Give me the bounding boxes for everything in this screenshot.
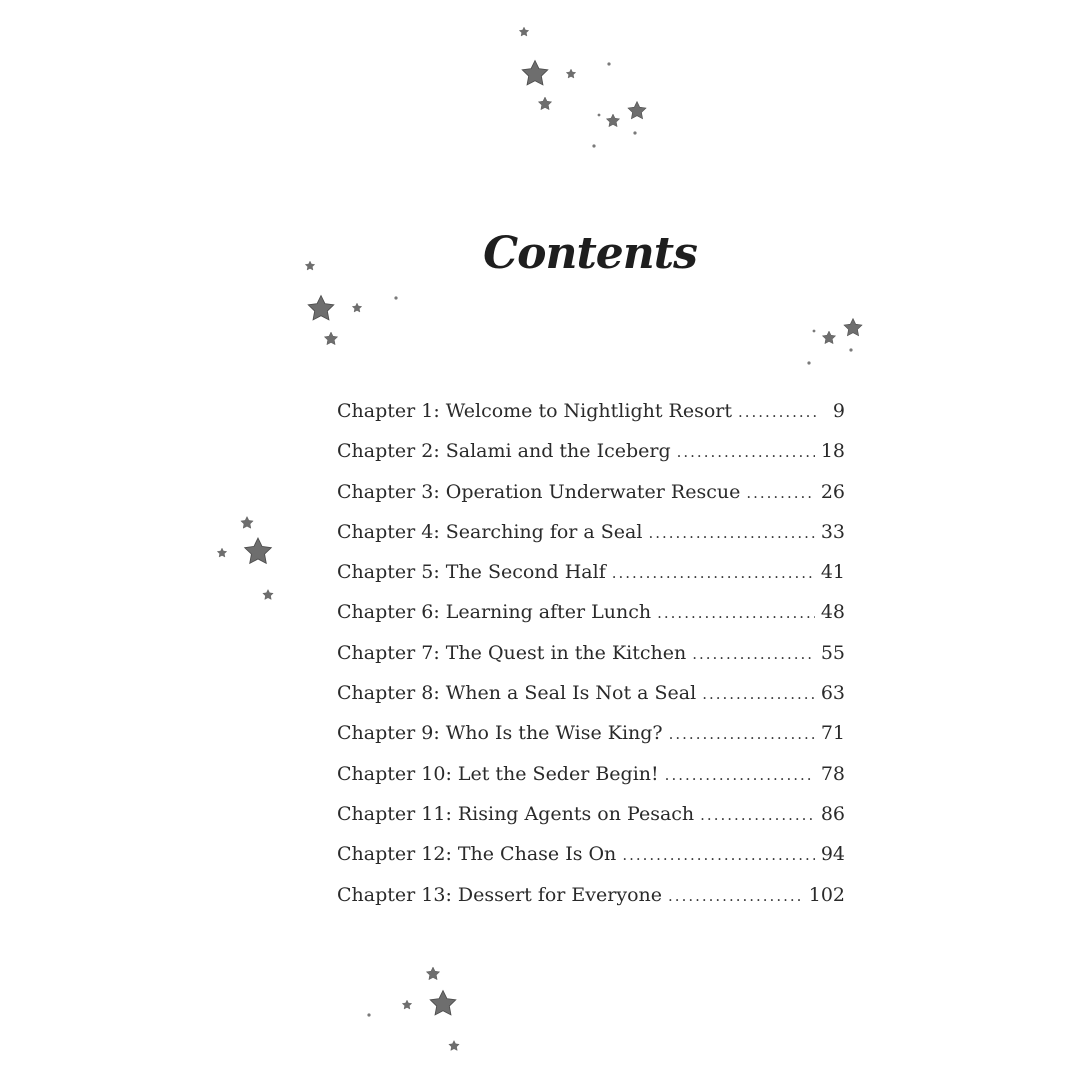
toc-entry bbox=[337, 400, 845, 440]
page-number: 94 bbox=[820, 843, 845, 866]
chapter-label: Chapter 12: bbox=[337, 843, 452, 866]
star-icon bbox=[352, 303, 362, 312]
dot-leader bbox=[668, 887, 803, 905]
page-title: Contents bbox=[483, 228, 697, 279]
star-dot bbox=[394, 296, 397, 299]
star-dot bbox=[849, 348, 852, 351]
chapter-title: The Second Half bbox=[445, 561, 606, 584]
chapter-label: Chapter 4: bbox=[337, 520, 440, 543]
toc-entry bbox=[337, 440, 845, 480]
chapter-label: Chapter 13: bbox=[337, 883, 452, 906]
chapter-label: Chapter 3: bbox=[337, 480, 440, 503]
toc-entry bbox=[337, 561, 845, 601]
page-number: 48 bbox=[820, 601, 845, 624]
star-icon bbox=[324, 332, 337, 345]
chapter-title: When a Seal Is Not a Seal bbox=[445, 682, 697, 705]
star-icon bbox=[241, 517, 253, 529]
page-number: 63 bbox=[820, 682, 845, 705]
star-dot bbox=[813, 330, 816, 333]
chapter-title: Rising Agents on Pesach bbox=[457, 802, 695, 825]
star-dot bbox=[607, 62, 610, 65]
chapter-label: Chapter 2: bbox=[337, 440, 440, 463]
chapter-title: Let the Seder Begin! bbox=[457, 762, 659, 785]
dot-leader bbox=[700, 806, 815, 824]
star-icon bbox=[538, 97, 551, 110]
toc-entry bbox=[337, 682, 845, 722]
chapter-label: Chapter 10: bbox=[337, 762, 452, 785]
page-number: 26 bbox=[820, 480, 845, 503]
star-icon bbox=[430, 991, 456, 1015]
star-icon bbox=[628, 102, 646, 119]
star-icon bbox=[263, 590, 273, 600]
page-number: 71 bbox=[820, 722, 845, 745]
toc-entry bbox=[337, 803, 845, 843]
star-icon bbox=[402, 1000, 412, 1009]
star-icon bbox=[522, 61, 548, 85]
chapter-title: Operation Underwater Rescue bbox=[445, 480, 741, 503]
chapter-label: Chapter 11: bbox=[337, 802, 452, 825]
star-icon bbox=[606, 114, 619, 127]
chapter-label: Chapter 9: bbox=[337, 722, 440, 745]
chapter-title: Learning after Lunch bbox=[445, 601, 652, 624]
dot-leader bbox=[738, 403, 817, 421]
star-dot bbox=[807, 361, 810, 364]
table-of-contents bbox=[337, 400, 845, 924]
star-icon bbox=[449, 1041, 459, 1051]
toc-entry bbox=[337, 481, 845, 521]
page-number: 86 bbox=[820, 802, 845, 825]
star-icon bbox=[822, 331, 835, 344]
chapter-label: Chapter 8: bbox=[337, 682, 440, 705]
dot-leader bbox=[665, 766, 815, 784]
chapter-title: Salami and the Iceberg bbox=[445, 440, 671, 463]
page-number: 102 bbox=[808, 883, 845, 906]
chapter-label: Chapter 5: bbox=[337, 561, 440, 584]
dot-leader bbox=[622, 846, 815, 864]
chapter-title: Searching for a Seal bbox=[445, 520, 643, 543]
chapter-label: Chapter 6: bbox=[337, 601, 440, 624]
toc-entry bbox=[337, 843, 845, 883]
chapter-title: Dessert for Everyone bbox=[457, 883, 663, 906]
toc-entry bbox=[337, 884, 845, 924]
page-number: 33 bbox=[820, 520, 845, 543]
toc-entry bbox=[337, 642, 845, 682]
star-icon bbox=[566, 69, 576, 78]
dot-leader bbox=[677, 443, 815, 461]
page-number: 55 bbox=[820, 641, 845, 664]
dot-leader bbox=[612, 564, 815, 582]
dot-leader bbox=[669, 725, 815, 743]
chapter-title: Who Is the Wise King? bbox=[445, 722, 663, 745]
star-icon bbox=[844, 319, 862, 336]
dot-leader bbox=[692, 645, 815, 663]
star-icon bbox=[426, 967, 439, 980]
chapter-title: The Chase Is On bbox=[457, 843, 617, 866]
toc-entry bbox=[337, 521, 845, 561]
star-dot bbox=[633, 131, 636, 134]
toc-entry bbox=[337, 763, 845, 803]
star-dot bbox=[592, 144, 595, 147]
star-icon bbox=[308, 296, 334, 320]
page-number: 41 bbox=[820, 561, 845, 584]
toc-entry bbox=[337, 601, 845, 641]
chapter-title: Welcome to Nightlight Resort bbox=[445, 400, 732, 422]
star-icon bbox=[245, 538, 272, 563]
star-dot bbox=[598, 114, 601, 117]
page-number: 9 bbox=[832, 400, 845, 422]
page-number: 18 bbox=[820, 440, 845, 463]
dot-leader bbox=[648, 524, 814, 542]
dot-leader bbox=[702, 685, 815, 703]
chapter-label: Chapter 1: bbox=[337, 400, 440, 422]
star-dot bbox=[367, 1013, 370, 1016]
page-number: 78 bbox=[820, 762, 845, 785]
chapter-label: Chapter 7: bbox=[337, 641, 440, 664]
dot-leader bbox=[746, 484, 814, 502]
star-icon bbox=[217, 548, 227, 557]
toc-entry bbox=[337, 722, 845, 762]
chapter-title: The Quest in the Kitchen bbox=[445, 641, 687, 664]
dot-leader bbox=[657, 604, 815, 622]
star-icon bbox=[519, 27, 529, 36]
